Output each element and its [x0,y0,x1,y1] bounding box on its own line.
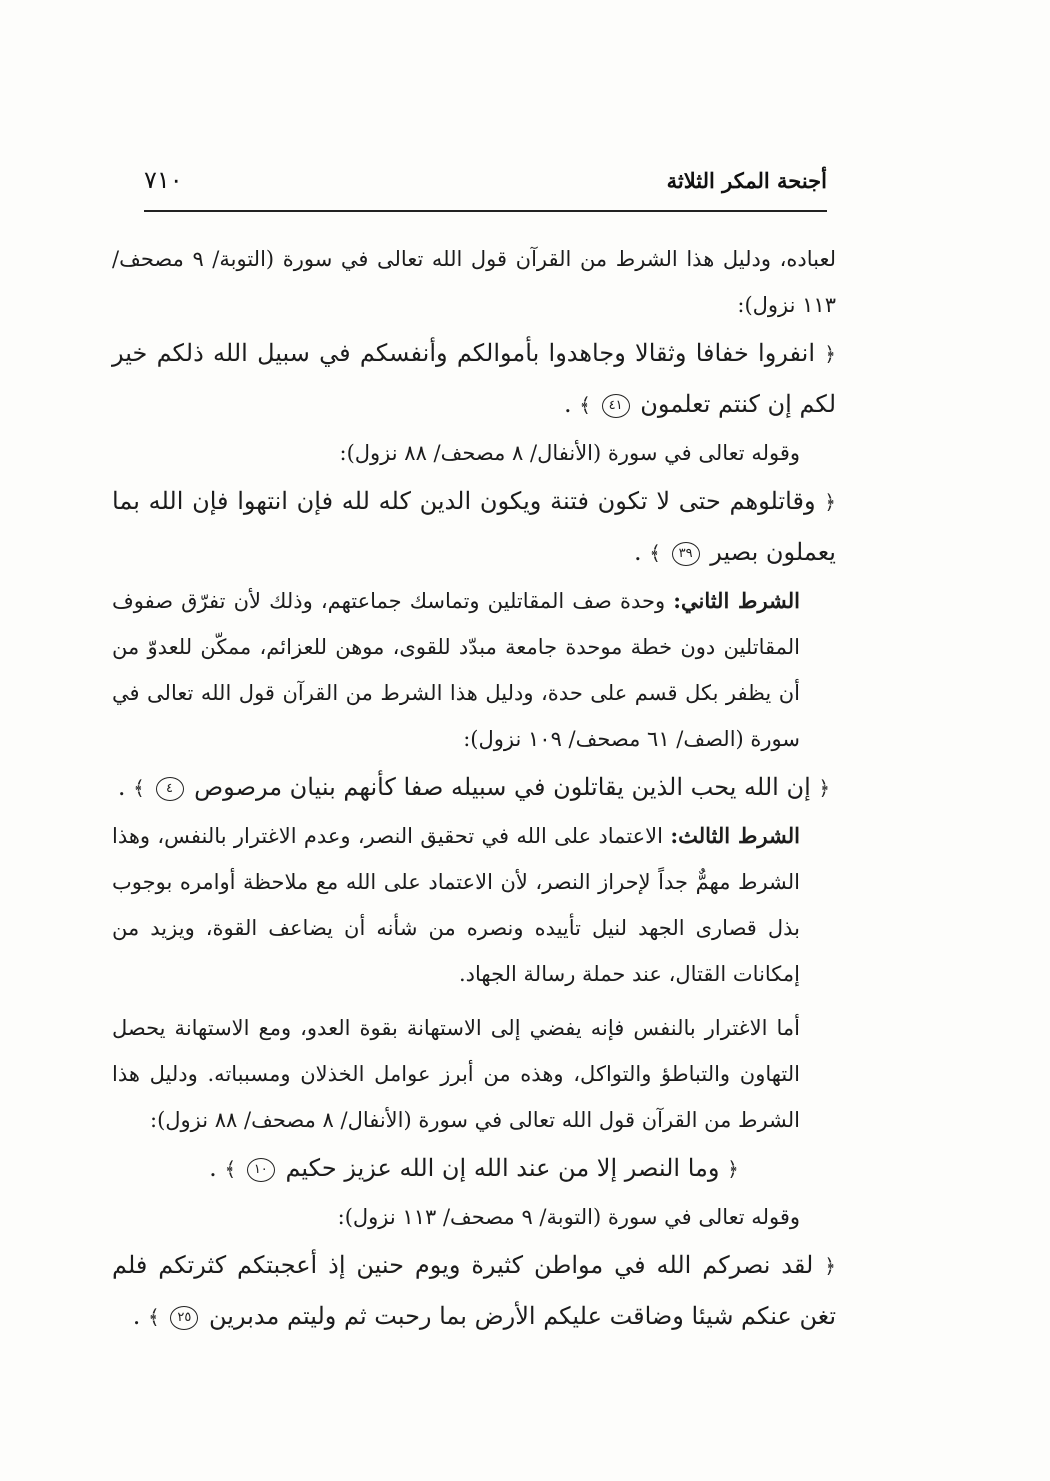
verse-text: وما النصر إلا من عند الله إن الله عزيز حكيم [285,1154,720,1182]
verse-end-mark: . [117,773,126,801]
page-body [112,236,836,1342]
quran-verse-1 [112,328,836,430]
verse-text: وقاتلوهم حتى لا تكون فتنة ويكون الدين كله لله فإن انتهوا فإن الله بما يعملون بصير [112,487,836,566]
verse-end-mark: . [634,538,642,566]
paragraph-anfal-ref [112,430,836,476]
paragraph-text: وحدة صف المقاتلين وتماسك جماعتهم، وذلك لأن تفرّق صفوف المقاتلين دون خطة موحدة جامعة مبدّد للقوى، موهن للعزائم، ممكّن للعدوّ من أن يظفر بكل قسم على حدة، ودليل هذا الشرط من القرآن قول الله تعالى في سورة (الصف/ ٦١ مصحف/ ١٠٩ نزول): [112,589,800,751]
paragraph-text: الاعتماد على الله في تحقيق النصر، وعدم الاغترار بالنفس، وهذا الشرط مهمٌّ جداً لإحراز النصر، لأن الاعتماد على الله مع ملاحظة أوامره بوجوب بذل قصارى الجهد لنيل تأييده ونصره من شأنه أن يضاعف القوة، ويزيد من إمكانات القتال، عند حملة رسالة الجهاد. [112,824,800,986]
paragraph-condition-3 [112,813,836,997]
verse-number-marker: ٣٩ [672,542,700,566]
verse-close-bracket: ﴾ [649,541,661,565]
verse-open-bracket: ﴿ [818,776,831,800]
quran-verse-4 [112,1143,836,1194]
verse-end-mark: . [132,1302,141,1330]
paragraph-text: لعباده، ودليل هذا الشرط من القرآن قول الله تعالى في سورة (التوبة/ ٩ مصحف/ ١١٣ نزول): [112,247,836,317]
page-header [144,166,827,212]
verse-end-mark: . [564,390,572,418]
verse-close-bracket: ﴾ [133,776,145,800]
verse-open-bracket: ﴿ [824,490,836,514]
paragraph-tawba-ref [112,1194,836,1240]
verse-end-mark: . [209,1154,217,1182]
verse-text: انفروا خفافا وثقالا وجاهدوا بأموالكم وأنفسكم في سبيل الله ذلكم خير لكم إن كنتم تعلمون [112,339,836,418]
verse-close-bracket: ﴾ [148,1305,160,1329]
verse-text: إن الله يحب الذين يقاتلون في سبيله صفا كأنهم بنيان مرصوص [194,773,811,801]
verse-open-bracket: ﴿ [824,342,836,366]
verse-open-bracket: ﴿ [824,1254,836,1278]
verse-number-marker: ١٠ [247,1158,275,1182]
verse-text: لقد نصركم الله في مواطن كثيرة ويوم حنين إذ أعجبتكم كثرتكم فلم تغن عنكم شيئا وضاقت عليكم الأرض بما رحبت ثم وليتم مدبرين [112,1251,836,1330]
running-title: أجنحة المكر الثلاثة [666,168,827,193]
verse-number-marker: ٤١ [602,394,630,418]
condition-heading: الشرط الثاني: [673,588,800,613]
quran-verse-3 [112,762,836,813]
paragraph-text: وقوله تعالى في سورة (التوبة/ ٩ مصحف/ ١١٣ نزول): [337,1205,800,1229]
verse-number-marker: ٢٥ [170,1306,198,1330]
quran-verse-5 [112,1240,836,1342]
paragraph-condition-2 [112,578,836,762]
paragraph-text: وقوله تعالى في سورة (الأنفال/ ٨ مصحف/ ٨٨ نزول): [339,441,800,465]
condition-heading: الشرط الثالث: [670,823,800,848]
verse-open-bracket: ﴿ [727,1157,739,1181]
paragraph-text: أما الاغترار بالنفس فإنه يفضي إلى الاستهانة بقوة العدو، ومع الاستهانة يحصل التهاون والتباطؤ والتواكل، وهذه من أبرز عوامل الخذلان ومسبباته. ودليل هذا الشرط من القرآن قول الله تعالى في سورة (الأنفال/ ٨ مصحف/ ٨٨ نزول): [112,1016,800,1132]
paragraph-intro [112,236,836,328]
spacer [112,997,836,1005]
page-number: ٧١٠ [144,166,183,194]
quran-verse-2 [112,476,836,578]
verse-close-bracket: ﴾ [579,393,592,417]
verse-close-bracket: ﴾ [224,1157,237,1181]
verse-number-marker: ٤ [156,777,184,801]
paragraph-self-delusion [112,1005,836,1143]
